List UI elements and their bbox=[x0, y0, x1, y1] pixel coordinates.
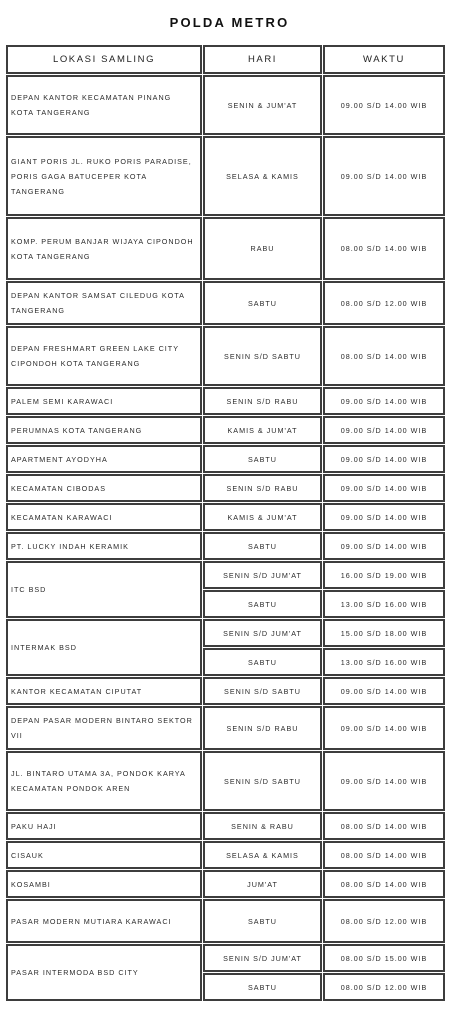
hari-cell: SENIN S/D JUM'AT bbox=[203, 944, 322, 972]
hari-cell: SENIN S/D RABU bbox=[203, 706, 322, 750]
table-row bbox=[6, 751, 448, 812]
hari-cell: SENIN S/D RABU bbox=[203, 474, 322, 502]
table-row bbox=[6, 326, 448, 387]
lokasi-cell: KOMP. PERUM BANJAR WIJAYA CIPONDOH KOTA TANGERANG bbox=[6, 217, 202, 280]
hari-cell: SABTU bbox=[203, 532, 322, 560]
table-row bbox=[6, 899, 448, 944]
waktu-cell: 08.00 S/D 12.00 WIB bbox=[323, 899, 445, 943]
waktu-cell: 08.00 S/D 14.00 WIB bbox=[323, 841, 445, 869]
lokasi-cell: KOSAMBI bbox=[6, 870, 202, 898]
lokasi-cell: PASAR MODERN MUTIARA KARAWACI bbox=[6, 899, 202, 943]
waktu-cell: 08.00 S/D 14.00 WIB bbox=[323, 812, 445, 840]
table-header-row bbox=[6, 45, 448, 75]
hari-cell: KAMIS & JUM'AT bbox=[203, 503, 322, 531]
table-row bbox=[6, 416, 448, 445]
table-row bbox=[6, 561, 448, 619]
lokasi-cell: DEPAN FRESHMART GREEN LAKE CITY CIPONDOH KOTA TANGERANG bbox=[6, 326, 202, 386]
table-row bbox=[6, 619, 448, 677]
lokasi-cell: CISAUK bbox=[6, 841, 202, 869]
table-row bbox=[6, 445, 448, 474]
hari-cell: SENIN S/D RABU bbox=[203, 387, 322, 415]
header-hari: HARI bbox=[203, 45, 322, 74]
header-lokasi: LOKASI SAMLING bbox=[6, 45, 202, 74]
hari-cell: SENIN S/D SABTU bbox=[203, 677, 322, 705]
hari-cell: SELASA & KAMIS bbox=[203, 136, 322, 216]
hari-cell: SENIN S/D JUM'AT bbox=[203, 619, 322, 647]
waktu-cell: 08.00 S/D 12.00 WIB bbox=[323, 281, 445, 325]
hari-cell: KAMIS & JUM'AT bbox=[203, 416, 322, 444]
waktu-cell: 13.00 S/D 16.00 WIB bbox=[323, 648, 445, 676]
waktu-cell: 08.00 S/D 14.00 WIB bbox=[323, 326, 445, 386]
table-row bbox=[6, 136, 448, 217]
hari-cell: SENIN S/D SABTU bbox=[203, 326, 322, 386]
table-row bbox=[6, 474, 448, 503]
lokasi-cell: KECAMATAN CIBODAS bbox=[6, 474, 202, 502]
waktu-cell: 09.00 S/D 14.00 WIB bbox=[323, 751, 445, 811]
waktu-cell: 09.00 S/D 14.00 WIB bbox=[323, 503, 445, 531]
header-waktu: WAKTU bbox=[323, 45, 445, 74]
waktu-cell: 09.00 S/D 14.00 WIB bbox=[323, 474, 445, 502]
waktu-cell: 09.00 S/D 14.00 WIB bbox=[323, 75, 445, 135]
table-row bbox=[6, 75, 448, 136]
lokasi-cell: KECAMATAN KARAWACI bbox=[6, 503, 202, 531]
lokasi-cell: APARTMENT AYODYHA bbox=[6, 445, 202, 473]
lokasi-cell: ITC BSD bbox=[6, 561, 202, 618]
lokasi-cell: PERUMNAS KOTA TANGERANG bbox=[6, 416, 202, 444]
hari-cell: SENIN S/D JUM'AT bbox=[203, 561, 322, 589]
lokasi-cell: DEPAN KANTOR SAMSAT CILEDUG KOTA TANGERANG bbox=[6, 281, 202, 325]
waktu-cell: 09.00 S/D 14.00 WIB bbox=[323, 445, 445, 473]
hari-cell: SABTU bbox=[203, 590, 322, 618]
waktu-cell: 08.00 S/D 14.00 WIB bbox=[323, 870, 445, 898]
lokasi-cell: INTERMAK BSD bbox=[6, 619, 202, 676]
hari-cell: SABTU bbox=[203, 899, 322, 943]
hari-cell: SABTU bbox=[203, 281, 322, 325]
table-row bbox=[6, 944, 448, 1002]
hari-cell: SENIN & RABU bbox=[203, 812, 322, 840]
hari-cell: RABU bbox=[203, 217, 322, 280]
hari-cell: SABTU bbox=[203, 648, 322, 676]
lokasi-cell: DEPAN PASAR MODERN BINTARO SEKTOR VII bbox=[6, 706, 202, 750]
waktu-cell: 09.00 S/D 14.00 WIB bbox=[323, 677, 445, 705]
table-row bbox=[6, 841, 448, 870]
waktu-cell: 08.00 S/D 14.00 WIB bbox=[323, 217, 445, 280]
hari-cell: SENIN & JUM'AT bbox=[203, 75, 322, 135]
table-row bbox=[6, 532, 448, 561]
waktu-cell: 09.00 S/D 14.00 WIB bbox=[323, 532, 445, 560]
table-row bbox=[6, 870, 448, 899]
waktu-cell: 09.00 S/D 14.00 WIB bbox=[323, 706, 445, 750]
waktu-cell: 09.00 S/D 14.00 WIB bbox=[323, 416, 445, 444]
lokasi-cell: JL. BINTARO UTAMA 3A, PONDOK KARYA KECAMATAN PONDOK AREN bbox=[6, 751, 202, 811]
lokasi-cell: DEPAN KANTOR KECAMATAN PINANG KOTA TANGERANG bbox=[6, 75, 202, 135]
lokasi-cell: PALEM SEMI KARAWACI bbox=[6, 387, 202, 415]
table-row bbox=[6, 217, 448, 281]
waktu-cell: 08.00 S/D 12.00 WIB bbox=[323, 973, 445, 1001]
waktu-cell: 15.00 S/D 18.00 WIB bbox=[323, 619, 445, 647]
table-row bbox=[6, 706, 448, 751]
lokasi-cell: PT. LUCKY INDAH KERAMIK bbox=[6, 532, 202, 560]
page-title: POLDA METRO bbox=[169, 15, 290, 30]
schedule-table bbox=[6, 45, 448, 1002]
hari-cell: SABTU bbox=[203, 445, 322, 473]
lokasi-cell: GIANT PORIS JL. RUKO PORIS PARADISE, PORIS GAGA BATUCEPER KOTA TANGERANG bbox=[6, 136, 202, 216]
lokasi-cell: PASAR INTERMODA BSD CITY bbox=[6, 944, 202, 1001]
table-row bbox=[6, 812, 448, 841]
table-row bbox=[6, 281, 448, 326]
table-row bbox=[6, 503, 448, 532]
hari-cell: SENIN S/D SABTU bbox=[203, 751, 322, 811]
table-body bbox=[6, 75, 448, 1002]
table-row bbox=[6, 677, 448, 706]
lokasi-cell: KANTOR KECAMATAN CIPUTAT bbox=[6, 677, 202, 705]
waktu-cell: 16.00 S/D 19.00 WIB bbox=[323, 561, 445, 589]
lokasi-cell: PAKU HAJI bbox=[6, 812, 202, 840]
waktu-cell: 13.00 S/D 16.00 WIB bbox=[323, 590, 445, 618]
table-row bbox=[6, 387, 448, 416]
hari-cell: JUM'AT bbox=[203, 870, 322, 898]
waktu-cell: 09.00 S/D 14.00 WIB bbox=[323, 136, 445, 216]
hari-cell: SELASA & KAMIS bbox=[203, 841, 322, 869]
waktu-cell: 08.00 S/D 15.00 WIB bbox=[323, 944, 445, 972]
hari-cell: SABTU bbox=[203, 973, 322, 1001]
waktu-cell: 09.00 S/D 14.00 WIB bbox=[323, 387, 445, 415]
